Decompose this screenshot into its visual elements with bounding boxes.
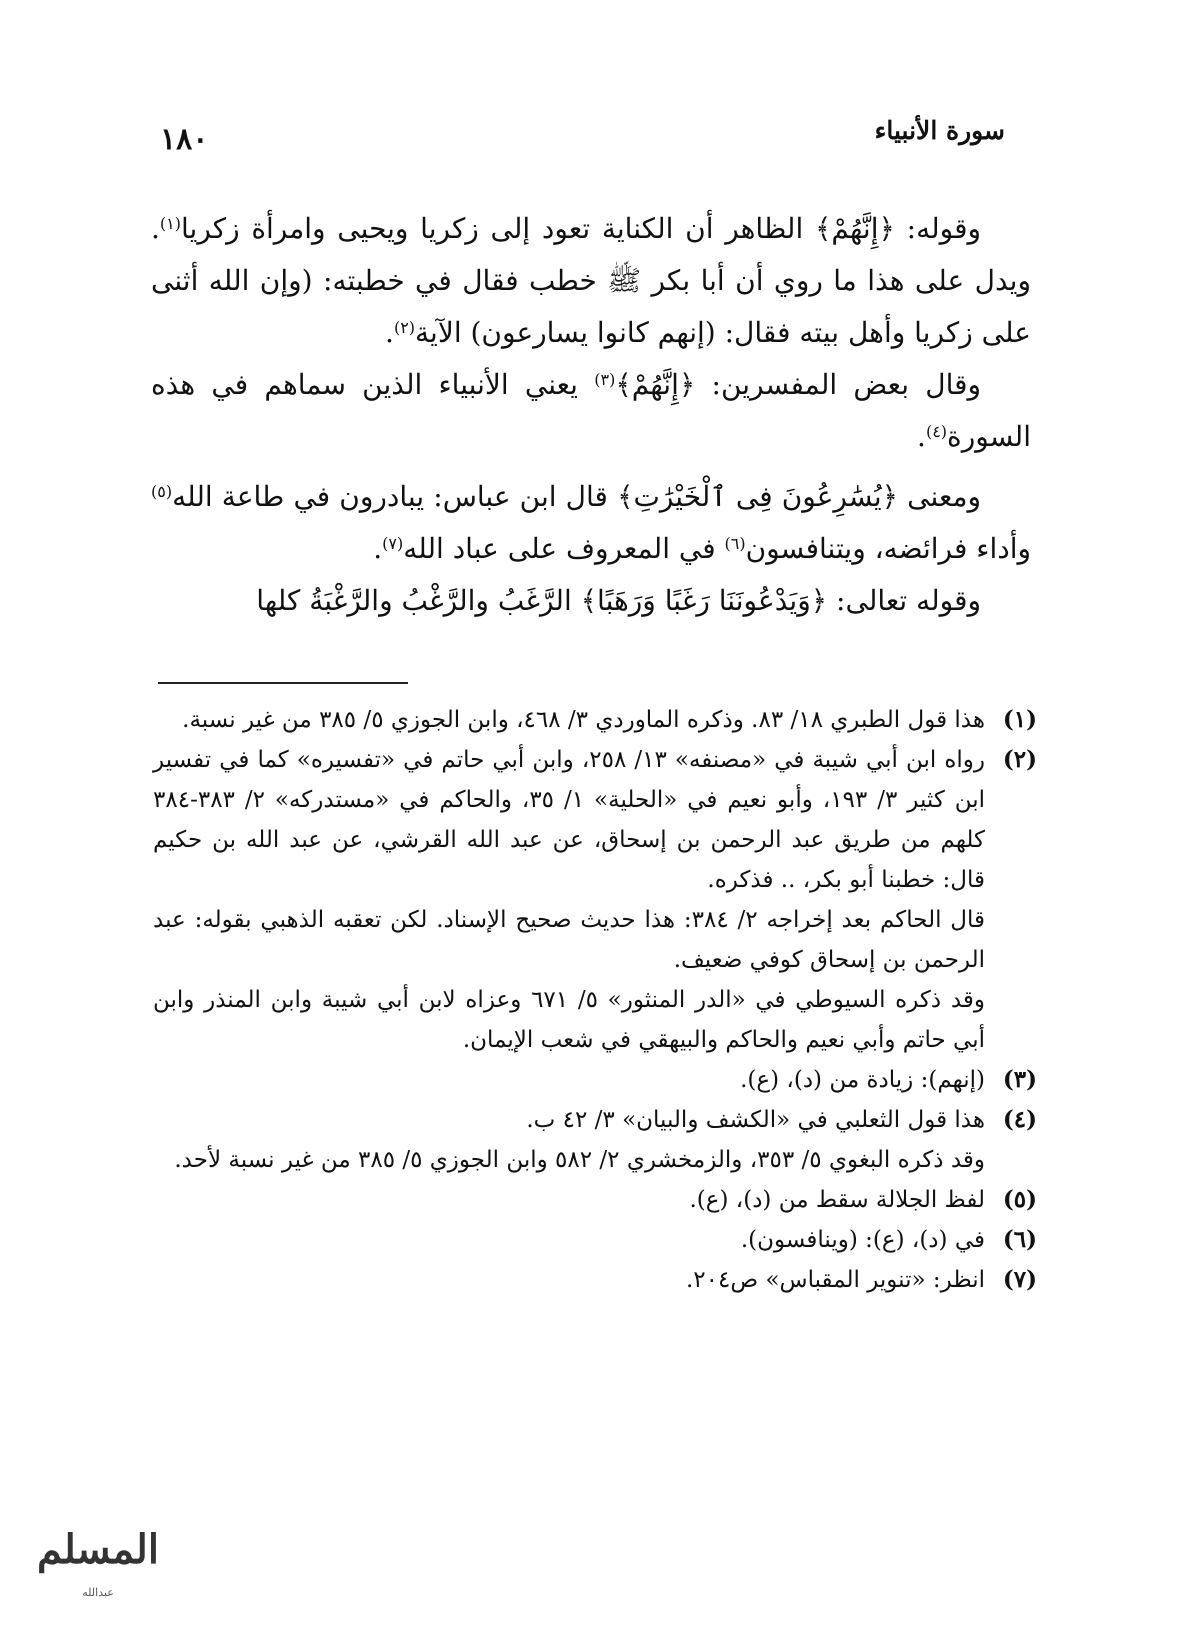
- footnote-number: (٧): [1002, 1266, 1037, 1293]
- paragraph-text: .: [917, 420, 926, 453]
- quran-quote: ﴿إِنَّهُمْ﴾: [615, 368, 696, 401]
- footnote-continuation: وقد ذكره السيوطي في «الدر المنثور» ٥/ ٦٧١ وعزاه لابن أبي شيبة وابن المنذر وابن أبي حاتم وأبي نعيم والحاكم والبيهقي في شعب الإيمان.: [153, 987, 986, 1053]
- footnote-number: (٢): [1002, 746, 1037, 773]
- footnote-5: [153, 1180, 1037, 1220]
- paragraph-text: وأداء فرائضه، ويتنافسون: [745, 532, 1031, 565]
- paragraph-text: الظاهر أن الكناية تعود إلى زكريا ويحيى وامرأة زكريا: [181, 212, 815, 245]
- footnote-ref[interactable]: (٦): [724, 534, 746, 553]
- paragraph-text: في المعروف على عباد الله: [403, 532, 725, 565]
- watermark-logo: [28, 1520, 168, 1620]
- paragraph-text: .: [373, 532, 383, 565]
- quran-quote: ﴿يُسَٰرِعُونَ فِى ٱلْخَيْرَٰتِ﴾: [617, 480, 899, 513]
- running-title: سورة الأنبياء: [874, 116, 1005, 145]
- paragraph-4: [151, 575, 1031, 627]
- footnote-number: (١): [1002, 706, 1037, 733]
- footnote-ref[interactable]: (٢): [393, 318, 416, 337]
- footnote-ref[interactable]: (٤): [925, 422, 948, 441]
- footnote-number: (٥): [1002, 1186, 1037, 1213]
- footnote-7: [153, 1260, 1037, 1300]
- footnote-text: هذا قول الطبري ١٨/ ٨٣. وذكره الماوردي ٣/ ٤٦٨، وابن الجوزي ٥/ ٣٨٥ من غير نسبة.: [182, 707, 985, 733]
- footnote-text: في (د)، (ع): (وينافسون).: [740, 1227, 985, 1253]
- footnote-text: هذا قول الثعلبي في «الكشف والبيان» ٣/ ٤٢ ب.: [526, 1107, 985, 1133]
- paragraph-text: . ويدل على هذا ما روي أن أبا بكر ﷺ خطب فقال في خطبته: (وإن الله أثنى على زكريا وأهل بيته فقال: (إنهم كانوا يسارعون) الآية: [151, 212, 1031, 349]
- paragraph-text: قال ابن عباس: يبادرون في طاعة الله: [172, 480, 618, 513]
- footnote-2: [153, 740, 1037, 1060]
- paragraph-text: ومعنى: [898, 480, 981, 513]
- page-number: ١٨٠: [160, 122, 209, 157]
- footnote-separator: [158, 682, 408, 684]
- footnote-text: رواه ابن أبي شيبة في «مصنفه» ١٣/ ٢٥٨، وابن أبي حاتم في «تفسيره» كما في تفسير ابن كثير ٣/ ١٩٣، وأبو نعيم في «الحلية» ١/ ٣٥، والحاكم في «مستدركه» ٢/ ٣٨٣-٣٨٤ كلهم من طريق عبد الرحمن بن إسحاق، عن عبد الله القرشي، عن عبد الله بن حكيم قال: خطبنا أبو بكر، .. فذكره.: [153, 747, 986, 893]
- quran-quote: ﴿إِنَّهُمْ﴾: [814, 212, 895, 245]
- footnotes: [153, 700, 1037, 1300]
- footnote-number: (٤): [1002, 1106, 1037, 1133]
- footnote-ref[interactable]: (١): [159, 214, 181, 233]
- paragraph-text: .: [385, 316, 394, 349]
- main-text: [151, 203, 1031, 627]
- footnote-4: [153, 1100, 1037, 1180]
- paragraph-text: وقوله تعالى:: [827, 584, 981, 617]
- footnote-ref[interactable]: (٣): [594, 370, 616, 389]
- footnote-continuation: قال الحاكم بعد إخراجه ٢/ ٣٨٤: هذا حديث صحيح الإسناد. لكن تعقبه الذهبي بقوله: عبد الرحمن بن إسحاق كوفي ضعيف.: [153, 907, 986, 973]
- logo-text: المسلم: [37, 1526, 159, 1573]
- paragraph-1: [151, 203, 1031, 359]
- logo-subtext: عبدالله: [82, 1586, 114, 1599]
- quran-quote: ﴿وَيَدْعُونَنَا رَغَبًا وَرَهَبًا﴾: [580, 584, 828, 617]
- footnote-3: [153, 1060, 1037, 1100]
- footnote-1: [153, 700, 1037, 740]
- footnote-ref[interactable]: (٧): [382, 534, 404, 553]
- paragraph-text: الرَّغَبُ والرَّغْبُ والرَّغْبَةُ كلها: [256, 584, 581, 617]
- paragraph-text: وقوله:: [894, 212, 981, 245]
- footnote-text: لفظ الجلالة سقط من (د)، (ع).: [689, 1187, 985, 1213]
- footnote-text: انظر: «تنوير المقباس» ص٢٠٤.: [685, 1267, 985, 1293]
- paragraph-text: وقال بعض المفسرين:: [695, 368, 982, 401]
- footnote-ref[interactable]: (٥): [151, 482, 173, 501]
- paragraph-3: [151, 471, 1031, 575]
- footnote-text: (إنهم): زيادة من (د)، (ع).: [740, 1067, 985, 1093]
- footnote-6: [153, 1220, 1037, 1260]
- footnote-number: (٣): [1002, 1066, 1037, 1093]
- paragraph-2: [151, 359, 1031, 463]
- page-header: [160, 112, 1005, 162]
- footnote-continuation: وقد ذكره البغوي ٥/ ٣٥٣، والزمخشري ٢/ ٥٨٢ وابن الجوزي ٥/ ٣٨٥ من غير نسبة لأحد.: [174, 1147, 985, 1173]
- footnote-number: (٦): [1002, 1226, 1037, 1253]
- paragraph-text: يعني الأنبياء الذين سماهم في هذه السورة: [151, 368, 1031, 453]
